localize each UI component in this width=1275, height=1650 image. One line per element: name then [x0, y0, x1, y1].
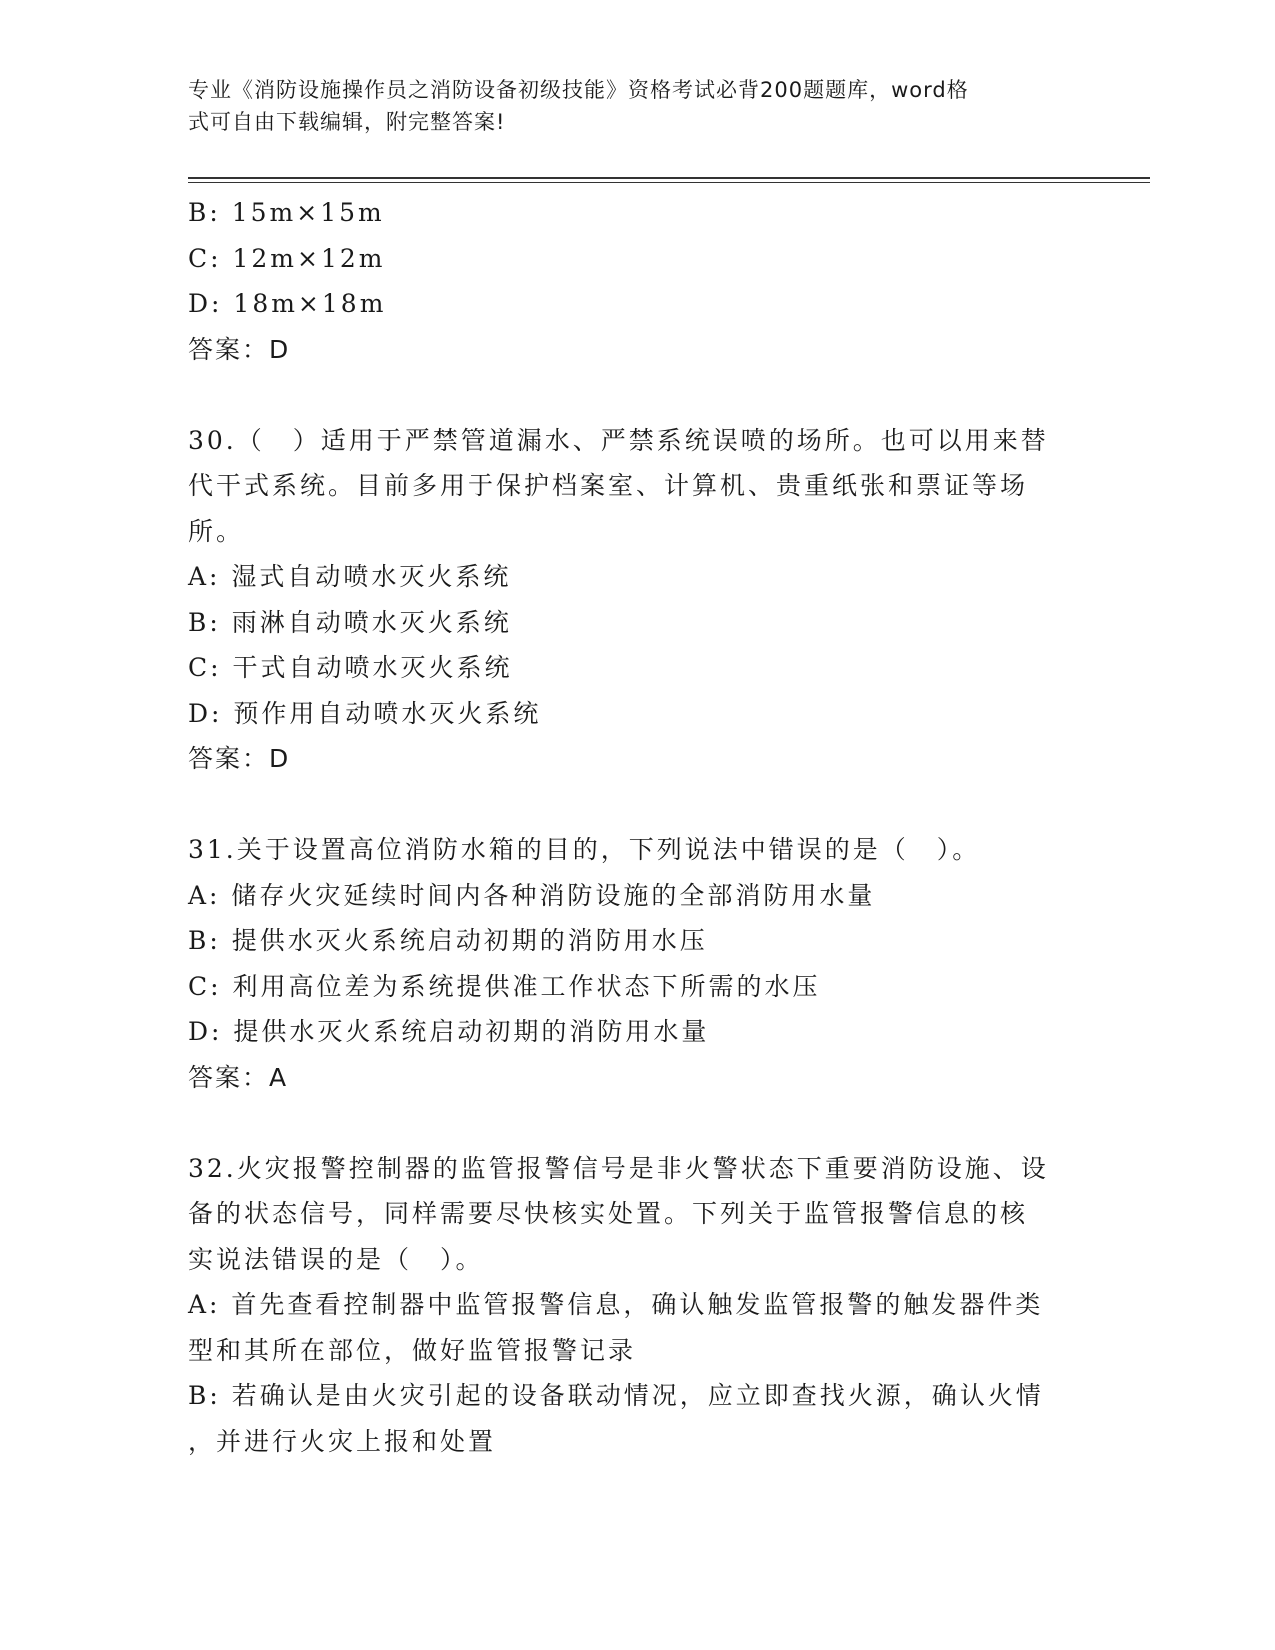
question-30	[188, 418, 1088, 782]
option-b: B: 雨淋自动喷水灭火系统	[188, 607, 512, 637]
option-b-continued: ，并进行火灾上报和处置	[188, 1426, 497, 1456]
spacer	[188, 782, 1088, 828]
header-divider-thick	[188, 177, 1150, 179]
option-b: B: 若确认是由火灾引起的设备联动情况，应立即查找火源，确认火情	[188, 1381, 1044, 1410]
option-a: A: 湿式自动喷水灭火系统	[188, 562, 512, 591]
question-31	[188, 827, 1088, 1100]
question-text-line: 所。	[188, 516, 245, 546]
question-text-line: 实说法错误的是（ ）。	[188, 1244, 484, 1274]
option-c: C: 利用高位差为系统提供准工作状态下所需的水压	[188, 971, 821, 1001]
question-text-line: 代干式系统。目前多用于保护档案室、计算机、贵重纸张和票证等场	[188, 471, 1029, 500]
header-line-2: 式可自由下载编辑，附完整答案!	[188, 110, 506, 134]
spacer	[188, 1100, 1088, 1146]
question-text-line: 32.火灾报警控制器的监管报警信号是非火警状态下重要消防设施、设	[188, 1153, 1049, 1183]
option-d: D: 提供水灭火系统启动初期的消防用水量	[188, 1017, 710, 1046]
option-d: D: 18m×18m	[188, 289, 387, 318]
option-d: D: 预作用自动喷水灭火系统	[188, 698, 542, 728]
spacer	[188, 372, 1088, 418]
option-a-continued: 型和其所在部位，做好监管报警记录	[188, 1335, 637, 1365]
option-c: C: 干式自动喷水灭火系统	[188, 653, 513, 682]
option-b: B: 15m×15m	[188, 198, 385, 227]
option-a: A: 储存火灾延续时间内各种消防设施的全部消防用水量	[188, 880, 876, 910]
answer-line: 答案：D	[188, 334, 291, 364]
question-list	[188, 190, 1088, 1464]
question-29-tail	[188, 190, 1088, 372]
header-line-1: 专业《消防设施操作员之消防设备初级技能》资格考试必背200题题库，word格	[188, 78, 969, 102]
question-text-line: 31.关于设置高位消防水箱的目的，下列说法中错误的是（ ）。	[188, 835, 981, 864]
question-32	[188, 1146, 1088, 1465]
question-text-line: 备的状态信号，同样需要尽快核实处置。下列关于监管报警信息的核	[188, 1199, 1029, 1228]
answer-line: 答案：D	[188, 744, 291, 773]
option-c: C: 12m×12m	[188, 243, 386, 273]
header-divider-thin	[188, 182, 1150, 183]
document-header	[188, 74, 1068, 138]
option-b: B: 提供水灭火系统启动初期的消防用水压	[188, 926, 708, 955]
question-text-line: 30.（ ）适用于严禁管道漏水、严禁系统误喷的场所。也可以用来替	[188, 425, 1049, 455]
option-a: A: 首先查看控制器中监管报警信息，确认触发监管报警的触发器件类	[188, 1290, 1044, 1319]
answer-line: 答案：A	[188, 1062, 289, 1092]
